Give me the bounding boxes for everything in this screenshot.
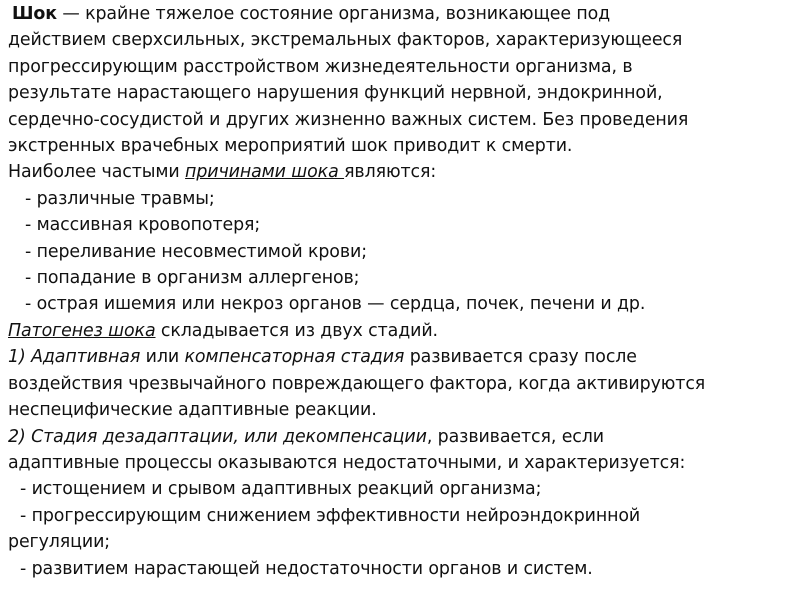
stage2-line-1 <box>8 424 790 450</box>
stage1-line-1 <box>8 344 790 370</box>
stage2-item: - прогрессирующим снижением эффективности нейроэндокринной <box>20 505 641 526</box>
term-shock: Шок <box>12 4 57 24</box>
stage2-item-continuation: регуляции; <box>8 532 111 553</box>
causes-lead: Наиболее частыми <box>8 162 186 183</box>
stage1-line-2: воздействия чрезвычайного повреждающего фактора, когда активируются <box>8 373 706 394</box>
stage1-name-compensatory: компенсаторная стадия <box>184 347 405 368</box>
pathogenesis-intro <box>8 318 790 344</box>
cause-item: - массивная кровопотеря; <box>25 215 261 236</box>
stage1-line-3: неспецифические адаптивные реакции. <box>8 400 377 421</box>
cause-item: - попадание в организм аллергенов; <box>25 268 360 289</box>
stage2-name: Стадия дезадаптации, или декомпенсации <box>31 426 427 447</box>
stage2-text: , развивается, если <box>426 426 604 447</box>
stage1-number: 1) <box>8 347 32 368</box>
stage1-or: или <box>140 347 185 368</box>
stage2-number: 2) <box>8 426 32 447</box>
cause-item: - различные травмы; <box>25 188 215 209</box>
definition-line-3: прогрессирующим расстройством жизнедеятельности организма, в <box>8 56 633 77</box>
pathogenesis-tail: складывается из двух стадий. <box>155 320 438 341</box>
definition-text: — крайне тяжелое состояние организма, возникающее под <box>56 4 611 24</box>
stage2-item: - развитием нарастающей недостаточности органов и систем. <box>20 558 593 579</box>
cause-item: - переливание несовместимой крови; <box>25 241 367 262</box>
stage2-item: - истощением и срывом адаптивных реакций организма; <box>20 479 542 500</box>
definition-line-5: сердечно-сосудистой и других жизненно важных систем. Без проведения <box>8 109 689 130</box>
definition-line-4: результате нарастающего нарушения функций нервной, эндокринной, <box>8 83 663 104</box>
stage1-name-adaptive: Адаптивная <box>31 347 141 368</box>
causes-tail: являются: <box>344 162 437 183</box>
cause-item: - острая ишемия или некроз органов — сердца, почек, печени и др. <box>25 294 646 315</box>
definition-line-2: действием сверхсильных, экстремальных факторов, характеризующееся <box>8 30 683 51</box>
causes-heading: причинами шока <box>185 162 345 183</box>
pathogenesis-heading: Патогенез шока <box>8 320 156 341</box>
definition-line-1 <box>8 1 790 27</box>
causes-intro <box>8 159 790 185</box>
definition-line-6: экстренных врачебных мероприятий шок приводит к смерти. <box>8 136 573 157</box>
stage1-text: развивается сразу после <box>404 347 637 368</box>
stage2-line-2: адаптивные процессы оказываются недостаточными, и характеризуется: <box>8 452 686 473</box>
